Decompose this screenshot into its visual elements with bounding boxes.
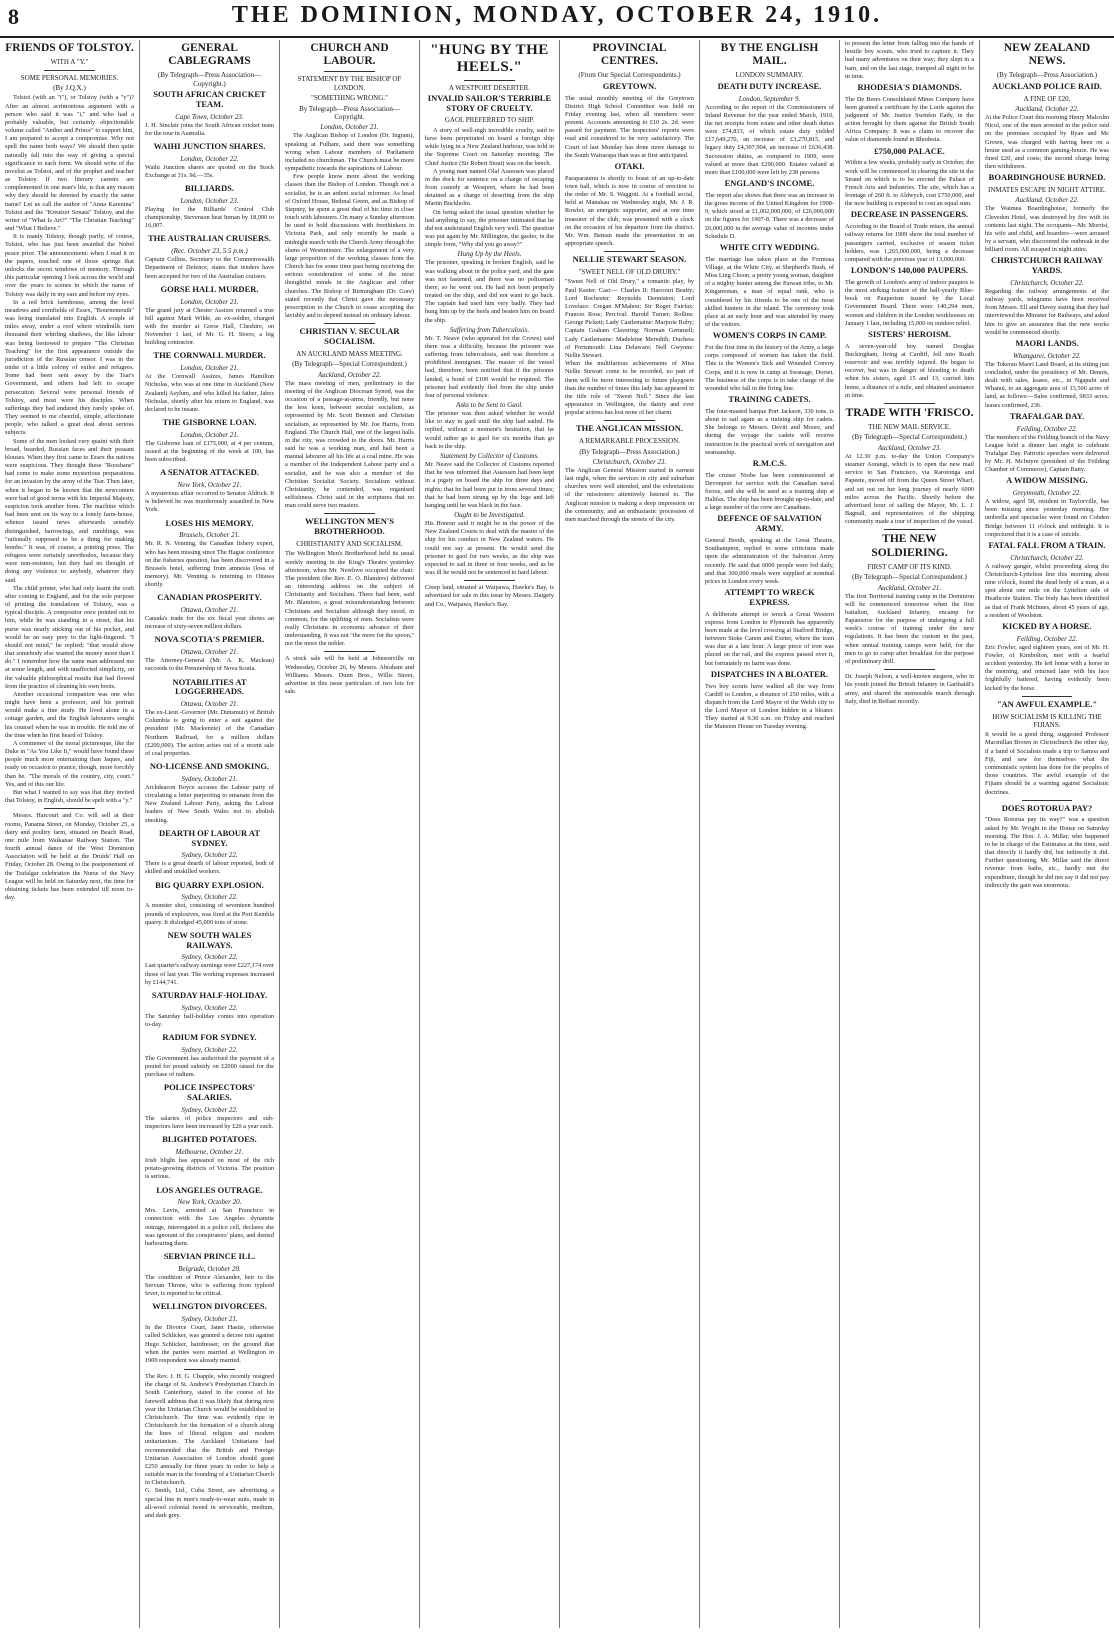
- item-body: Last quarter's railway earnings were £227,174 over those of last year. The working expenses increased by £144,741.: [145, 962, 274, 986]
- news-item: [145, 418, 274, 464]
- news-item: [145, 931, 274, 987]
- paragraph: The Anglican Bishop of London (Dr. Ingram), speaking at Fulham, said there was something wrong when Labour members of Parliament included no churchman. The Church must be more sympathetic towards the aspirations of Labour.: [285, 132, 414, 173]
- item-headline: RADIUM FOR SYDNEY.: [162, 1032, 257, 1043]
- article-body: The De Beers Consolidated Mines Company have been granted a certificate by the Lords against the judgment of Mr. Justice Swinfen Eady, in the action brought by them against the British South Africa Company. It was a claim to recover the value of diamonds found in Rhodesia.: [845, 95, 974, 144]
- article-dateline: London, October 21.: [320, 123, 379, 132]
- article-body: General Booth, speaking at the Great Theatre, Southampton, replied to some criticisms made upon the administration of the Salvation Army recently. He said that 6000 people were fed daily, and that 300,000 meals were supplied at nominal prices in London every week.: [705, 537, 834, 585]
- section-headline: WHITE CITY WEDDING.: [719, 241, 820, 252]
- article-body: [425, 127, 554, 250]
- article-headline: "AN AWFUL EXAMPLE.": [996, 698, 1098, 709]
- article-subhead: INVALID SAILOR'S TERRIBLE STORY OF CRUELTY.: [427, 92, 552, 113]
- article-body: A seven-year-old boy named Douglas Buckingham, living at Cardiff, fell into Roath reservoir and was terribly injured. He began to recover, but was in danger of bleeding to death when his sisters, aged 15 and 13, carried him home, a distance of a mile, and obtained assistance in time.: [845, 342, 974, 399]
- news-item: [145, 678, 274, 759]
- article-body: At 12.30 p.m. to-day the Union Company's steamer Aorangi, which is to open the new mail service to San Francisco, via Rarotonga and Papeete, moved off from the Queen Street Wharf, and set out on her long journey of nearly 6000 miles across the Pacific. Shortly before the advertised hour of sailing the Mayor, Mr. L. J. Bagnall, and representatives of the shipping community made a tour of inspection of the vessel.: [845, 452, 974, 526]
- paragraph: A young man named Olaf Assessen was placed in the dock for sentence on a charge of escaping from custody at Westport, where he had been detained as a charge of deserting from the ship Martin Buckholm.: [425, 167, 554, 208]
- divider: [604, 420, 656, 421]
- divider: [324, 651, 376, 652]
- section-headline: ENGLAND'S INCOME.: [724, 178, 815, 189]
- article-body: A deliberate attempt to wreck a Great Western express from London to Plymouth has apparently been made at the level crossing at Stafford Bridge, between Stoke Canon and Exeter, where the train was due at a late hour. A large piece of iron was placed on the rail, and the express passed over it, but fortunately no harm was done.: [705, 610, 834, 667]
- item-headline: NOVA SCOTIA'S PREMIER.: [154, 634, 265, 645]
- item-dateline: Greymouth, October 22.: [1012, 489, 1082, 498]
- article-dateline: Auckland, October 22.: [317, 370, 382, 379]
- paragraph: The child printer, who had only learnt the craft after coming to England, and for the sole purpose of printing the translations of Tolstoy, was a typical disciple. A compositor once pointed out to him, while he was standing in a street, that his purse was nearly sticking out of his pocket, and would be an easy prey to the light-fingered. "I should not mind," he replied; "that would show that somebody else wanted the money more than I do." I remember how the same man addressed me at some length, and with unaffected simplicity, on the valuable philosophical results that had flowed from the practice of cleaning his own boots.: [5, 584, 134, 690]
- article-dateline: Christchurch, October 23.: [592, 457, 667, 466]
- item-body: In the Divorce Court, Janet Hastie, otherwise called Schlicker, was granted a decree nisi against Hugo Schlicker, hairdresser, on the ground that when the parties were married at Wellington in 1900 respondent was already married.: [145, 1324, 274, 1364]
- item-headline: WAIHI JUNCTION SHARES.: [153, 141, 266, 152]
- item-body: Playing for the Billiards' Control Club championship, Stevenson beat Inman by 18,000 to 16,007.: [145, 205, 274, 230]
- article-body: A widow, aged 58, resident in Taylorville, has been missing since yesterday morning. Her umbrella and spectacles were found on Cobden Bridge between 11 o'clock and midnight. It is conjectured that it is a case of suicide.: [985, 498, 1109, 538]
- article-body: "Sweet Nell of Old Drury," a romantic play, by Paul Kester. Cast:— Charles II: Harcourt Beatty; Lord Rochester: Reynolds Denniston; Lord Lovelace: Cregan M'Mahon; Sir Roger Fairfax: Frances Ross; Percival: Harold Turner; Rollins: George Pickett; Lady Castlemaine: Marjorie Ruby; Captain Graham Clavering: Norman Gemmell; Lady Castlemaine: Madeleine Meredith; Duchess of Portsmouth: Lina Delaware; Nell Gwynne: Nellie Stewart.: [565, 278, 694, 359]
- item-dateline: London, October 21.: [180, 430, 239, 439]
- item-body: The ex-Lieut.-Governor (Mr. Dunsmuir) of British Columbia is going to enter a suit against the president (Mr. Mackenzie) of the Canadian Northern Railroad, for a million dollars (£200,000). The action arises out of a recent sale of coal properties.: [145, 709, 274, 757]
- section-headline: A WIDOW MISSING.: [1006, 475, 1088, 486]
- section-headline: ATTEMPT TO WRECK EXPRESS.: [724, 587, 815, 607]
- column-church-and-labour: [280, 40, 420, 1628]
- section-headline: DEFENCE OF SALVATION ARMY.: [717, 513, 822, 534]
- article-source: (By Telegraph—Special Correspondent.): [852, 573, 967, 582]
- item-headline: DEARTH OF LABOUR AT SYDNEY.: [158, 827, 260, 848]
- section-headline: DEATH DUTY INCREASE.: [717, 80, 822, 91]
- item-body: There is a great dearth of labour reported, both of skilled and unskilled workers.: [145, 860, 274, 876]
- section-subhead: Suffering from Tuberculosis.: [449, 325, 530, 334]
- news-item: [145, 351, 274, 414]
- item-dateline: Auckland, October 22.: [1015, 196, 1079, 205]
- article-subhead: AN AUCKLAND MASS MEETING.: [296, 349, 403, 358]
- paragraph: A story of well-nigh incredible cruelty, said to have been perpetrated on board a foreign ship while lying in a New Zealand harbour, was told in the Supreme Court on Saturday morning. The Chief Justice (Sir Robert Stout) was on the bench.: [425, 126, 554, 167]
- article-subhead: A WESTPORT DESERTER.: [448, 83, 531, 92]
- item-body: Archdeacon Boyce accuses the Labour party of circulating a letter purporting to emanate from the New Zealand Labour Party, asking the Labour leaders of New South Wales not to abolish smoking.: [145, 783, 274, 824]
- article-source: (By Telegraph—Press Association.): [996, 71, 1098, 80]
- article-body: Mr. T. Neave (who appeared for the Crown) said there was a difficulty, because the prisoner was suffering from tuberculosis, and was therefore a prohibited immigrant. The master of the vessel had, therefore, been notified that if the prisoner landed, a bond of £100 would be required. The prisoner had evidently fled from the ship under fear of personal violence.: [425, 334, 554, 399]
- news-item: [145, 1186, 274, 1249]
- article-body: It would be a good thing, suggested Professor Macmillan Brown in Christchurch the other day, if a band of Socialists made a trip to Samoa and Fiji, and saw for themselves what the communistic system has done for the peoples of those countries. The awful example of the Fijians should be a warning against Socialistic doctrines.: [985, 731, 1109, 796]
- article-body: "Does Rotorua pay its way?" was a question asked by Mr. Wright in the House on Saturday morning. The Hon. J. A. Millar, who happened to be in charge of the Estimates at the time, said that directly it hardly did, but indirectly it did. Further questioning, Mr. Millar said the direct revenue from baths, etc., hardly met the expenditure, though he did not say it did not pay indirectly the gain was enormous.: [985, 816, 1109, 889]
- divider: [324, 71, 376, 72]
- article-body: His Honour said it might be in the power of the New Zealand Courts to deal with the master of the ship for his conduct in New Zealand waters. He could not say at present. He would send the prisoner to gaol for two weeks, as the ship was expected to sail in three or four weeks, and as he was ill he would not be sentenced to hard labour.: [425, 520, 554, 577]
- item-headline: A SENATOR ATTACKED.: [160, 467, 259, 478]
- item-body: A monster shot, consisting of seventeen hundred pounds of explosives, was fired at the Port Kembla quarry. It dislodged 45,000 tons of stone.: [145, 902, 274, 926]
- article-subhead: "SOMETHING WRONG.": [311, 94, 388, 103]
- article-body: The members of the Feilding branch of the Navy League held a dinner last night to celebrate Trafalgar Day. Patriotic speeches were delivered by Mr. H. McIntyre (president of the Feilding Chamber of Commerce), Captain Batty.: [985, 433, 1109, 474]
- article-body: The cruiser Niobe has been commissioned at Devonport for service with the Canadian naval forces, and she will be used as a training ship at Halifax. The ship has been brought up-to-date, and a large number of the crew are Canadians.: [705, 471, 834, 512]
- divider: [324, 323, 376, 324]
- item-body: The Gisborne loan of £175,000, at 4 per centum, issued at the beginning of the week at 100, has been subscribed.: [145, 439, 274, 464]
- item-headline: NEW SOUTH WALES RAILWAYS.: [167, 929, 252, 950]
- article-body: The Wellington Men's Brotherhood held its usual weekly meeting in the King's Theatre yesterday afternoon, when Mr. Newlove occupied the chair. The president (the Rev. E. O. Blamires) delivered an interesting address on the subject of Christianity and Socialism. There had been, said Mr. Blamires, a great misunderstanding between Christians and Socialists although they stood, in common, for the uplifting of men. Socialists were really Christians in economic advance of their understanding. It was not "the more for the spoon," nor the more the nobler.: [285, 550, 414, 648]
- article-body: The mass meeting of men, preliminary to the meeting of the Anglican Diocesan Synod, was the occasion of a passage-at-arms, friendly, but none the less keen, between secular socialism, as represented by Mr. Scott Bennett and Christian socialism, as represented by Mr. Joe Harris, from England. The Church Hall, one of the largest halls in the city, was crowded to the doors. Mr. Harris said he was a working man, and had been a manual labourer all his life at a coal mine. He was a member of the Independent Labour party and a socialist, and he was also a member of the Christian Socialist Society. Socialism without Christianity, he contended, was organised selfishness. Christ said in the scriptures that no man could serve two masters.: [285, 379, 414, 510]
- news-item: [145, 234, 274, 280]
- section-headline: LONDON'S 140,000 PAUPERS.: [851, 265, 968, 276]
- item-dateline: New York, October 20.: [177, 1198, 242, 1207]
- news-item: [145, 1302, 274, 1365]
- item-dateline: Melbourne, October 21.: [175, 1148, 244, 1157]
- news-item: [145, 468, 274, 514]
- item-dateline: Auckland, October 22.: [1015, 104, 1079, 113]
- divider: [1022, 696, 1072, 697]
- section-headline: DECREASE IN PASSENGERS.: [850, 209, 969, 220]
- item-dateline: Sydney, October 21.: [181, 774, 238, 783]
- article-dateline: Auckland, October 23.: [877, 443, 942, 452]
- article-source: (From Our Special Correspondents.): [578, 71, 681, 80]
- item-body: Canada's trade for the six fiscal year shows an increase of sixty-seven million dollars.: [145, 615, 274, 631]
- item-body: The condition of Prince Alexander, heir to the Servian Throne, who is suffering from typhoid fever, is reported to be critical.: [145, 1273, 274, 1298]
- notice-paragraph: Messrs. Harcourt and Co. will sell at their rooms, Panama Street, on Monday, October 25, a dairy and poultry farm, situated on Beach Road, one mile from Waikanae Railway Station. The fourth annual dance of the West Dominion Association will be held at the Druids' Hall on Friday, October 28. Owing to the postponement of the Trafalgar celebration the Nurse of the Navy League will be held on Saturday next, the time for obtaining tickets has been extended till noon to-day.: [5, 812, 134, 902]
- section-subhead: Ought to be Investigated.: [454, 511, 525, 520]
- article-headline: CHRISTIAN V. SECULAR SOCIALISM.: [299, 326, 400, 347]
- item-headline: LOS ANGELES OUTRAGE.: [156, 1184, 263, 1195]
- item-dateline: Sydney, October 22.: [181, 953, 238, 962]
- article-byline: (By J.Q.X.): [53, 84, 86, 92]
- item-body: The Saturday half-holiday comes into operation to-day.: [145, 1012, 274, 1028]
- section-headline: AUCKLAND POLICE RAID.: [992, 80, 1102, 91]
- item-body: The salaries of police inspectors and sub-inspectors have been increased by £20 a year each.: [145, 1114, 274, 1131]
- article-body: The growth of London's army of indoor paupers is the most striking feature of the half-yearly Blue-book on Pauperism issued by the Local Government Board. There were 140,294 men, women and children in the London workhouses on January 1 last, including 15,000 on outdoor relief.: [845, 278, 974, 327]
- article-headline: WELLINGTON MEN'S BROTHERHOOD.: [305, 516, 394, 537]
- divider: [464, 580, 516, 581]
- section-headline: £750,000 PALACE.: [874, 145, 945, 156]
- item-dateline: Sydney, October 22.: [181, 1003, 238, 1012]
- item-dateline: Sydney, October 21.: [181, 1315, 238, 1324]
- item-body: The Government has authorised the payment of a pound for pound subsidy on £2000 raised for the purchase of radium.: [145, 1054, 274, 1079]
- column-hung-by-the-heels: [420, 40, 560, 1628]
- article-body: The Anglican General Mission started in earnest last night, when the services in city and suburban churches were well attended, and the exhortations of the missioners attentively listened to. The Anglican mission is making a deep impression on the community, and an enthusiastic procession of men marched through the streets of the city.: [565, 466, 694, 523]
- item-dateline: Brussels, October 21.: [179, 531, 240, 540]
- item-headline: NO-LICENSE AND SMOKING.: [149, 761, 270, 772]
- article-subhead: GAOL PREFERRED TO SHIP.: [444, 116, 535, 125]
- article-subhead: LONDON SUMMARY.: [735, 71, 804, 80]
- divider: [884, 669, 936, 670]
- article-source: (By Telegraph—Special Correspondent.): [292, 360, 407, 369]
- item-dateline: Belgrade, October 20.: [178, 1264, 241, 1273]
- article-body: Two boy scouts have walked all the way from Cardiff to London, a distance of 250 miles, with a dispatch from the Lord Mayor of the Welsh city to the Lord Mayor of London hidden in a bloater. They started at 9.30 a.m. on Friday and reached the Mansion House on Tuesday evening.: [705, 682, 834, 731]
- article-subhead: STATEMENT BY THE BISHOP OF LONDON.: [297, 75, 402, 92]
- article-headline: THE ANGLICAN MISSION.: [576, 423, 683, 434]
- divider: [464, 80, 516, 81]
- news-item: [145, 519, 274, 590]
- item-dateline: Sydney, October 22.: [181, 1105, 238, 1114]
- item-dateline: London, September 9.: [738, 94, 801, 103]
- article-body: The Tokerau Maori Land Board, at its sitting just concluded, under the presidency of Mr. Dennis, dealt with sales, leases, etc., in Ngapuhi and Whanui, to an aggregate area of 13,506 acres of land, as follows:—Sales confirmed, 9833 acres; leases confirmed, 236.: [985, 360, 1109, 409]
- article-source: (By Telegraph—Press Association—Copyright.): [157, 71, 262, 88]
- article-body: According to the report of the Commissioners of Inland Revenue for the year ended March, 1910, the net receipts from estate and other death duties were £74,833, of which estate duty yielded £17,649,270, an increase of £3,270,815, and legacy duty £4,307,904, an increase of £636,438. Succession duties, as compared to 1909, were valued at more than £290,000. Estates valued at more than £100,000 were left by 238 persons.: [705, 103, 834, 176]
- news-item: [145, 762, 274, 825]
- item-body: Captain Collins, Secretary to the Commonwealth Department of Defence, states that tenders have been accepted for two of the Australian cruisers.: [145, 256, 274, 280]
- news-item: [145, 1135, 274, 1181]
- news-item: [145, 881, 274, 927]
- masthead-title: THE DOMINION, MONDAY, OCTOBER 24, 1910.: [231, 2, 883, 28]
- article-body: [5, 94, 134, 902]
- item-dateline: Whangarei, October 22.: [1013, 351, 1081, 360]
- section-subhead: Asks to be Sent to Gaol.: [456, 401, 523, 410]
- article-headline: NEW ZEALAND NEWS.: [1003, 42, 1091, 68]
- section-headline: TRAFALGAR DAY.: [1009, 410, 1085, 421]
- article-body: Paraparaumu is shortly to boast of an up-to-date town hall, which is now in course of erection to the order of Mr. S. Waggott. At a football social, held at Manakau on Wednesday night, Mr. J. R. Rowler, an energetic supporter, and at one time treasurer of the club, was presented with a clock on the occasion of his departure from the district. Mr. Wm. Beman made the presentation in an appropriate speech.: [565, 174, 694, 248]
- item-body: A mysterious affair occurred to Senator Aldrich. It is believed he was murderously assaulted in New York.: [145, 490, 274, 514]
- article-headline: TRADE WITH 'FRISCO.: [845, 406, 974, 419]
- divider: [604, 251, 656, 252]
- section-headline: DISPATCHES IN A BLOATER.: [710, 668, 829, 679]
- item-dateline: London, October 21.: [180, 364, 239, 373]
- news-item: [145, 1033, 274, 1079]
- item-dateline: Feilding, October 22.: [1016, 634, 1078, 643]
- section-subhead: INMATES ESCAPE IN NIGHT ATTIRE.: [988, 185, 1106, 194]
- article-body: A railway ganger, whilst proceeding along the Christchurch-Lyttelton line this morning about nine o'clock, found the dead body of a man, at a spot about one mile on the Lyttelton side of Heathcote Station. The body has been identified as that of Frank McInnes, about 45 years of age, a resident of Woolston.: [985, 562, 1109, 619]
- article-body: Mr. Neave said the Collector of Customs reported that he was informed that Assessen had been kept in a pigsty on board the ship for three days and nights; that he had been put in irons several times; that he had been strung up by the legs and left hanging until he was black in the face.: [425, 461, 554, 509]
- item-body: Waihi Junction shares are quoted on the Stock Exchange at 31s. 9d.—35s.: [145, 163, 274, 180]
- section-subhead: Statement by Collector of Customs.: [440, 452, 539, 460]
- notice-paragraph: A stock sale will be held at Johnsonville on Wednesday, October 26, by Messrs. Abraham and Williams. Messrs. Dunn Bros., Willis Street, advertise in this issue particulars of two lots for sale.: [285, 655, 414, 696]
- article-body: The marriage has taken place at the Formosa Village, at the White City, at Shepherd's Bush, of Miss Ling Choon, a pretty young woman, daughter of a mighty hunter among the Paiwan tribe, to Mr. Kingsmonan, a man of equal rank, who is considered by his friends to be one of the most skilled hunters in the island. The ceremony took place at an early hour and was attended by many of the visitors.: [705, 255, 834, 329]
- divider: [324, 513, 376, 514]
- article-body: The four-masted barque Port Jackson, 330 tons, is about to sail again as a training ship for cadets. She belongs to Messrs. Devitt and Moore, and during the voyage the cadets will receive instruction in the practical work of navigation and seamanship.: [705, 407, 834, 456]
- article-source: (By Telegraph—Special Correspondent.): [852, 433, 967, 442]
- article-body: Eric Fowler, aged eighteen years, son of Mr. H. Fowler, of Kimbolton, met with a fearful accident yesterday. He left home with a horse in the morning, and returned later with his face frightfully battered, having evidently been kicked by the horse.: [985, 643, 1109, 692]
- item-dateline: Sydney, October 22.: [181, 893, 238, 902]
- article-body: The Waimea Boardinghouse, formerly the Clevedon Hotel, was destroyed by fire with its contents last night. The occupants—Mr. Morrisi, his wife and child, and boarders—were aroused by a servant, who discovered the outbreak in the billiard room. All escaped in night attire.: [985, 205, 1109, 254]
- divider: [884, 529, 936, 530]
- item-dateline: London, October 23.: [180, 196, 239, 205]
- news-item: [145, 593, 274, 631]
- item-headline: GORSE HALL MURDER.: [160, 283, 259, 294]
- article-headline: THE NEW SOLDIERING.: [871, 533, 948, 559]
- article-subhead: SOME PERSONAL MEMORIES.: [20, 73, 119, 82]
- article-body: The usual monthly meeting of the Greytown District High School Committee was held on Friday evening last, when all members were present. Accounts amounting to £10 2s. 2d. were passed for payment. The inspectors' reports were read and considered to be very satisfactory. The Court of last Monday has done more damage to the South Wairarapa than was at first anticipated.: [565, 94, 694, 159]
- item-dateline: Christchurch, October 22.: [1010, 553, 1084, 562]
- article-source: By Telegraph—Press Association—Copyright.: [299, 104, 400, 121]
- article-body: The prisoner was then asked whether he would like to stay in gaol until the ship had sailed. He replied, without a moment's hesitation, that he would rather go to gaol for six months than go back to the ship.: [425, 410, 554, 450]
- item-dateline: Sydney, October 22.: [181, 851, 238, 860]
- section-headline: WOMEN'S CORPS IN CAMP.: [712, 330, 827, 341]
- item-headline: THE AUSTRALIAN CRUISERS.: [147, 233, 272, 244]
- notice-paragraph: Dr. Joseph Nelson, a well-known surgeon, who in his youth joined the British Infantry in Garibaldi's army, and shared the memorable march through Italy, died in Belfast recently.: [845, 673, 974, 705]
- item-dateline: (Rec. October 23, 5.5 p.m.): [171, 247, 248, 256]
- item-body: Mr. R. N. Venning, the Canadian fishery expert, who has been missing since The Hague conference on the fisheries question, has been discovered in a Brussels hotel, suffering from amnesia (loss of memory). Mr. Venning is returning to Ottawa shortly.: [145, 540, 274, 589]
- paragraph: Some of the men looked very quaint with their broad, bearded, Russian faces and their peasant blouses. When they first came to Essex the natives were suspicious. They thought these "Rooshans" had come to make some mysterious preparations for an invasion by the army of the Tsar. Then later, when it began to be known that the newcomers were bad of good terms with his Imperial Majesty, suspicion took another form. The machine which had been sent on its way to a lonely farm-house, whence issued news afterwards sensibly distinguished, harrowings, and rumblings, was "rationally supposed to be a thing for making bombs." It was, of course, a printing press. The refugees were certainly unorthodox, because they were non-resisters, but they had no thought of doing any violence to anybody, whatever they said.: [5, 437, 134, 584]
- divider: [184, 1369, 236, 1370]
- column-provincial-centres: [560, 40, 700, 1628]
- page-number: 8: [8, 4, 19, 29]
- section-headline: GREYTOWN.: [602, 80, 657, 91]
- article-body: For the first time in the history of the Army, a large corps composed of women has taken the field. This is the Women's Sick and Wounded Convoy Corps, and it is now in camp at Swanage, Dorset. The business of the corps is to take charge of the wounded who fall in the firing line.: [705, 344, 834, 392]
- column-new-zealand-news: [980, 40, 1114, 1628]
- article-body: According to the Board of Trade return, the annual railway returns for 1909 show the total number of passengers carried, exclusive of season ticket holders, was 1,265,000,000, being a decrease compared with the previous year of 13,000,000.: [845, 223, 974, 263]
- divider: [884, 403, 936, 404]
- notice-paragraph: Creep land, situated at Waipawa, Hawke's Bay, is advertised for sale in this issue by Messrs. Daigety and Co., Waipawa, Hawke's Bay.: [425, 584, 554, 608]
- paragraph: A commoner of the moral picturesque, like the Duke in "As You Like It," would have found these people much more entertaining than Jaques, and ready on occasion to prance, though, more forcibly than he. "The morals of the country, city, court." Yes, and of this our life.: [5, 739, 134, 788]
- article-subhead: THE NEW MAIL SERVICE.: [868, 423, 951, 432]
- notice-paragraph: The Rev. J. H. G. Chapple, who recently resigned the charge of St. Andrew's Presbyterian Church in South Canterbury, stated in the course of his farewell address that it was likely that during next year the Unitarian Church would be established in Christchurch. The time was evidently ripe in Christchurch for the formation of a church along the lines of liberal religion and modern unitarianism. The Auckland Unitarians had recommended that the British and Foreign Unitarian Association of London should grant £250 annually for three years in order to help a suitable man in the founding of a Unitarian Church in Christchurch.: [145, 1373, 274, 1487]
- section-headline: BOARDINGHOUSE BURNED.: [988, 172, 1106, 183]
- section-subhead: A FINE OF £20.: [1023, 94, 1071, 103]
- article-body: At the Police Court this morning Henry Malcolm Nicol, one of the men arrested in the police raid on the premises occupied by Ryan and Mc Grown, was charged with having been on a house used as a common gaming-house. He was fined £20, and costs; the second charge being then withdrawn.: [985, 113, 1109, 171]
- article-body: The report also shows that there was an increase in the gross income of the United Kingdom for 1908-9, which stood at £1,002,000,000, of £26,000,000 on the figures for 1907-8. There was a decrease of £6,000,000 in the average value of incomes under Schedule D.: [705, 191, 834, 240]
- news-item: [145, 829, 274, 877]
- divider: [44, 808, 96, 809]
- paragraph: In a red brick farmhouse, among the level meadows and cornfields of Essex, "Bournemouth" was being translated into English. A couple of miles away, under a roof where windmills turn thousand their whirling shadows, the like labour was being bestowed to prepare "The Christian Teaching" for the first appearance outside the jurisdiction of the Russian censor. I was in the midst of a little colony of exiles and refugees. Some had been sent away by the Tsar's Government, and others had left to escape persecution. Several were personal friends of Tolstoy, and most were his disciples. When sufferings they had endured they rarely spoke of. They seemed to me cheerful, simple, affectionate people, who talked a great deal about serious subjects.: [5, 298, 134, 437]
- section-headline: TRAINING CADETS.: [728, 394, 811, 405]
- paragraph: It is manly Tolstoy, though partly, of course, Tolstoi, who has just been awarded the Nobel peace prize. The announcement: when I read it in the papers, touched one of those springs that unlocks the secret windows of memory. Through this particular opening I look across the world and over the years to scenes in which the name of Tolstoy was daily in my ears and before my eyes.: [5, 233, 134, 298]
- article-subhead: HOW SOCIALISM IS KILLING THE FIJIANS.: [992, 712, 1102, 729]
- news-item: [145, 991, 274, 1029]
- section-headline: R.M.C.S.: [752, 457, 787, 468]
- news-item: [145, 184, 274, 230]
- article-subhead: WITH A "Y.": [50, 58, 89, 67]
- article-headline: GENERAL CABLEGRAMS: [168, 42, 251, 68]
- article-body: [285, 132, 414, 320]
- item-headline: SERVIAN PRINCE ILL.: [163, 1251, 256, 1262]
- item-headline: SATURDAY HALF-HOLIDAY.: [151, 989, 268, 1000]
- article-headline: "HUNG BY THE HEELS.": [430, 42, 549, 76]
- item-body: Mrs. Levin, arrested at San Francisco in connection with the Los Angeles dynamite outrage, interrogated in a police cell, declares she was ignorant of the conspirators' plans, and denied harbouring them.: [145, 1207, 274, 1247]
- column-english-mail-continued: [840, 40, 980, 1628]
- item-body: The grand jury at Chester Assizes returned a true bill against Mark Wilde, an ex-soldier, charged with the murder at Gorse Hall, Cheshire, on November 1 last, of Mr. G. H. Storrs, a big building contractor.: [145, 306, 274, 347]
- article-body: to present the letter from falling into the hands of hostile boy scouts, who tried to capture it. They had many adventures on their way; they slept in a barn, and on the last stage, tramped all night to be in time.: [845, 40, 974, 80]
- item-dateline: Ottawa, October 21.: [180, 700, 239, 709]
- article-subhead: A REMARKABLE PROCESSION.: [579, 437, 680, 446]
- section-headline: SISTERS' HEROISM.: [868, 328, 951, 339]
- article-headline: FRIENDS OF TOLSTOY.: [5, 42, 134, 54]
- article-subhead: "SWEET NELL OF OLD DRURY.": [578, 268, 681, 277]
- news-item: [145, 1083, 274, 1131]
- section-headline: FATAL FALL FROM A TRAIN.: [988, 539, 1106, 550]
- item-headline: THE GISBORNE LOAN.: [162, 417, 257, 428]
- item-dateline: Sydney, October 22.: [181, 1045, 238, 1054]
- paragraph: Tolstoi (with an "i"), or Tolstoy (with a "y")? After an almost acrimonious argument with a person who said it was "i," and who had a probably valuable, but certainly objectionable volume called "Anther and Prince" to support him, I am prepared to accept a compromise. Why not spell the name both ways? We should then quite naturally fall into the way of giving a special significance to each form. We should write of the novelist as Tolstoi, and of the prophet and teacher as Tolstoy. If two literary careers are complemented in one man's life, is that any reason why they should be denoted by exactly the same name? Let us call the author of "Anna Karenina" Tolstoi and the "Kreutzer Sonata" Tolstoy, and the writer of "What Is Art?" "The Christian Teaching" and "What I Believe.": [5, 94, 134, 233]
- article-body: Regarding the railway arrangements at the railway yards, telegrams have been received from Messrs. Ell and Davey stating that they had interviewed the Minister for Railways, and asked him to give an assurance that the new works would be commenced shortly.: [985, 287, 1109, 336]
- item-headline: THE CORNWALL MURDER.: [153, 350, 266, 361]
- column-friends-of-tolstoy: [0, 40, 140, 1628]
- article-headline: DOES ROTORUA PAY?: [1001, 802, 1093, 813]
- article-body: Within a few weeks, probably early in October, the work will be commenced in clearing the site in the Strand on which is to be erected the Palace of French Arts and Industries. The site, which has a frontage of 260 ft. to Aldwych, cost £750,000, and the new building is expected to cost an equal sum.: [845, 159, 974, 208]
- news-item: [145, 142, 274, 180]
- columns: [0, 40, 1114, 1630]
- masthead: [0, 0, 1114, 38]
- item-dateline: Ottawa, October 21.: [180, 606, 239, 615]
- item-headline: SOUTH AFRICAN CRICKET TEAM.: [153, 89, 266, 109]
- article-headline: NELLIE STEWART SEASON.: [572, 254, 687, 265]
- article-source: (By Telegraph—Press Association.): [579, 447, 680, 456]
- item-body: Irish blight has appeared on most of the rich potato-growing districts of Victoria. The position is serious.: [145, 1157, 274, 1181]
- section-headline: MAORI LANDS.: [1015, 337, 1079, 348]
- article-dateline: Auckland, October 21.: [877, 583, 942, 592]
- article-subhead: CHRISTIANITY AND SOCIALISM.: [296, 539, 403, 548]
- paragraph: On being asked the usual question whether he had anything to say, the prisoner intimated that he did not understand English very well. The question was put again by Mr. Millington, the gaoler, in the simple form, "Why did you go away?": [425, 208, 554, 249]
- section-subhead: Hung Up by the Heels.: [457, 250, 522, 259]
- paragraph: Another occasional companion was one who might have been a professor, and his portrait would make a fine study. He lived alone in a cottage garden, and the English labourers sought his counsel when he was in trouble. He told me of the time when he first heard of Tolstoy.: [5, 690, 134, 739]
- news-item: [145, 90, 274, 138]
- column-english-mail: [700, 40, 840, 1628]
- item-headline: WELLINGTON DIVORCEES.: [152, 1301, 267, 1312]
- item-dateline: Feilding, October 22.: [1016, 424, 1078, 433]
- item-headline: POLICE INSPECTORS' SALARIES.: [163, 1082, 256, 1103]
- item-headline: BIG QUARRY EXPLOSION.: [155, 879, 264, 890]
- item-headline: BLIGHTED POTATOES.: [162, 1134, 257, 1145]
- article-headline: PROVINCIAL CENTRES.: [592, 42, 667, 68]
- news-item: [145, 635, 274, 673]
- item-headline: BILLIARDS.: [185, 183, 234, 194]
- item-body: The Attorney-General (Mr. A. K. Maclean) succeeds to the Premiership of Nova Scotia.: [145, 657, 274, 673]
- item-dateline: Christchurch, October 22.: [1010, 278, 1084, 287]
- item-body: At the Cornwall Assizes, James Hamilton Nicholas, who was at one time in Auckland (New Zealand) Asylum, and who killed his father, Jabez Nicholas, shortly after his return to England, was declared to be insane.: [145, 373, 274, 413]
- article-body: When the multifarious achievements of Miss Nellie Stewart come to be recorded, no part of them will be more interesting to future playgoers than the number of times this lady has appeared in the title role of "Sweet Nell." Since the last appearance in Wellington, the dainty and ever popular actress has lost none of her charm.: [565, 360, 694, 417]
- item-dateline: London, October 22.: [180, 154, 239, 163]
- section-headline: RHODESIA'S DIAMONDS.: [857, 81, 962, 92]
- item-dateline: Ottawa, October 21.: [180, 648, 239, 657]
- article-subhead: FIRST CAMP OF ITS KIND.: [867, 562, 952, 571]
- paragraph: But what I wanted to say was that they invited that Tolstoy, in English, should be spelt with a "y.": [5, 789, 134, 805]
- item-headline: NOTABILITIES AT LOGGERHEADS.: [172, 676, 247, 697]
- divider: [1022, 800, 1072, 801]
- divider: [44, 70, 96, 71]
- item-dateline: New York, October 21.: [177, 481, 242, 490]
- column-general-cablegrams: [140, 40, 280, 1628]
- news-item: [145, 1252, 274, 1298]
- news-item: [145, 285, 274, 348]
- section-headline: OTAKI.: [614, 160, 645, 171]
- item-body: J. H. Sinclair joins the South African cricket team for the tour in Australia.: [145, 121, 274, 137]
- article-body: The first Territorial training camp in the Dominion will be commenced tomorrow when the first battalion, Auckland Infantry, encamp for Papatoetoe for the purpose of undergoing a full week's course of training under the new regulations. It has been the custom in the past, when annual training camps were held, for the men to go to camp after breakfast for the purpose of preliminary drill.: [845, 592, 974, 665]
- item-dateline: London, October 21.: [180, 297, 239, 306]
- article-headline: BY THE ENGLISH MAIL.: [720, 42, 819, 68]
- section-headline: CHRISTCHURCH RAILWAY YARDS.: [990, 255, 1104, 276]
- article-headline: CHURCH AND LABOUR.: [310, 42, 389, 68]
- item-headline: LOSES HIS MEMORY.: [165, 517, 254, 528]
- paragraph: Few people know more about the working classes than the Bishop of London. Though not a socialist, he is an ardent social reformer. As head of Oxford House, Bethnal Green, and as Bishop of Stepney, he spent a great deal of his time in close touch with labourers. On many a Sunday afternoon he used to hold discussions with freethinkers in Victoria Park, and only recently he made a midnight march with the Church Army through the slums of Westminster. The enlargement of a very large proportion of the working classes from the Church has for some time past being receiving the serious consideration of some of the most thoughtful minds in the Anglican and other churches. The Bishop of Birmingham (Dr. Gore) stated recently that Christ gave the necessary prescription to the Church to cease accepting the lavishly and to depend instead on ordinary labour.: [285, 173, 414, 320]
- item-headline: CANADIAN PROSPERITY.: [157, 592, 262, 603]
- section-headline: KICKED BY A HORSE.: [1002, 620, 1092, 631]
- notice-paragraph: G. Smith, Ltd., Cuba Street, are advertising a special line in men's ready-to-wear suits, made in all-wool colonial tweed in serviceable, medium, and dark grey.: [145, 1487, 274, 1519]
- item-dateline: Cape Town, October 23.: [175, 112, 244, 121]
- article-body: The prisoner, speaking in broken English, said he was walking about in the police yard, and the gate was not fastened, and there was no policeman there, so he went out. He had not been properly treated on the ship, and did not want to go back. The captain had used him very badly. They had hung him up by the heels and beaten him on board the ship.: [425, 259, 554, 324]
